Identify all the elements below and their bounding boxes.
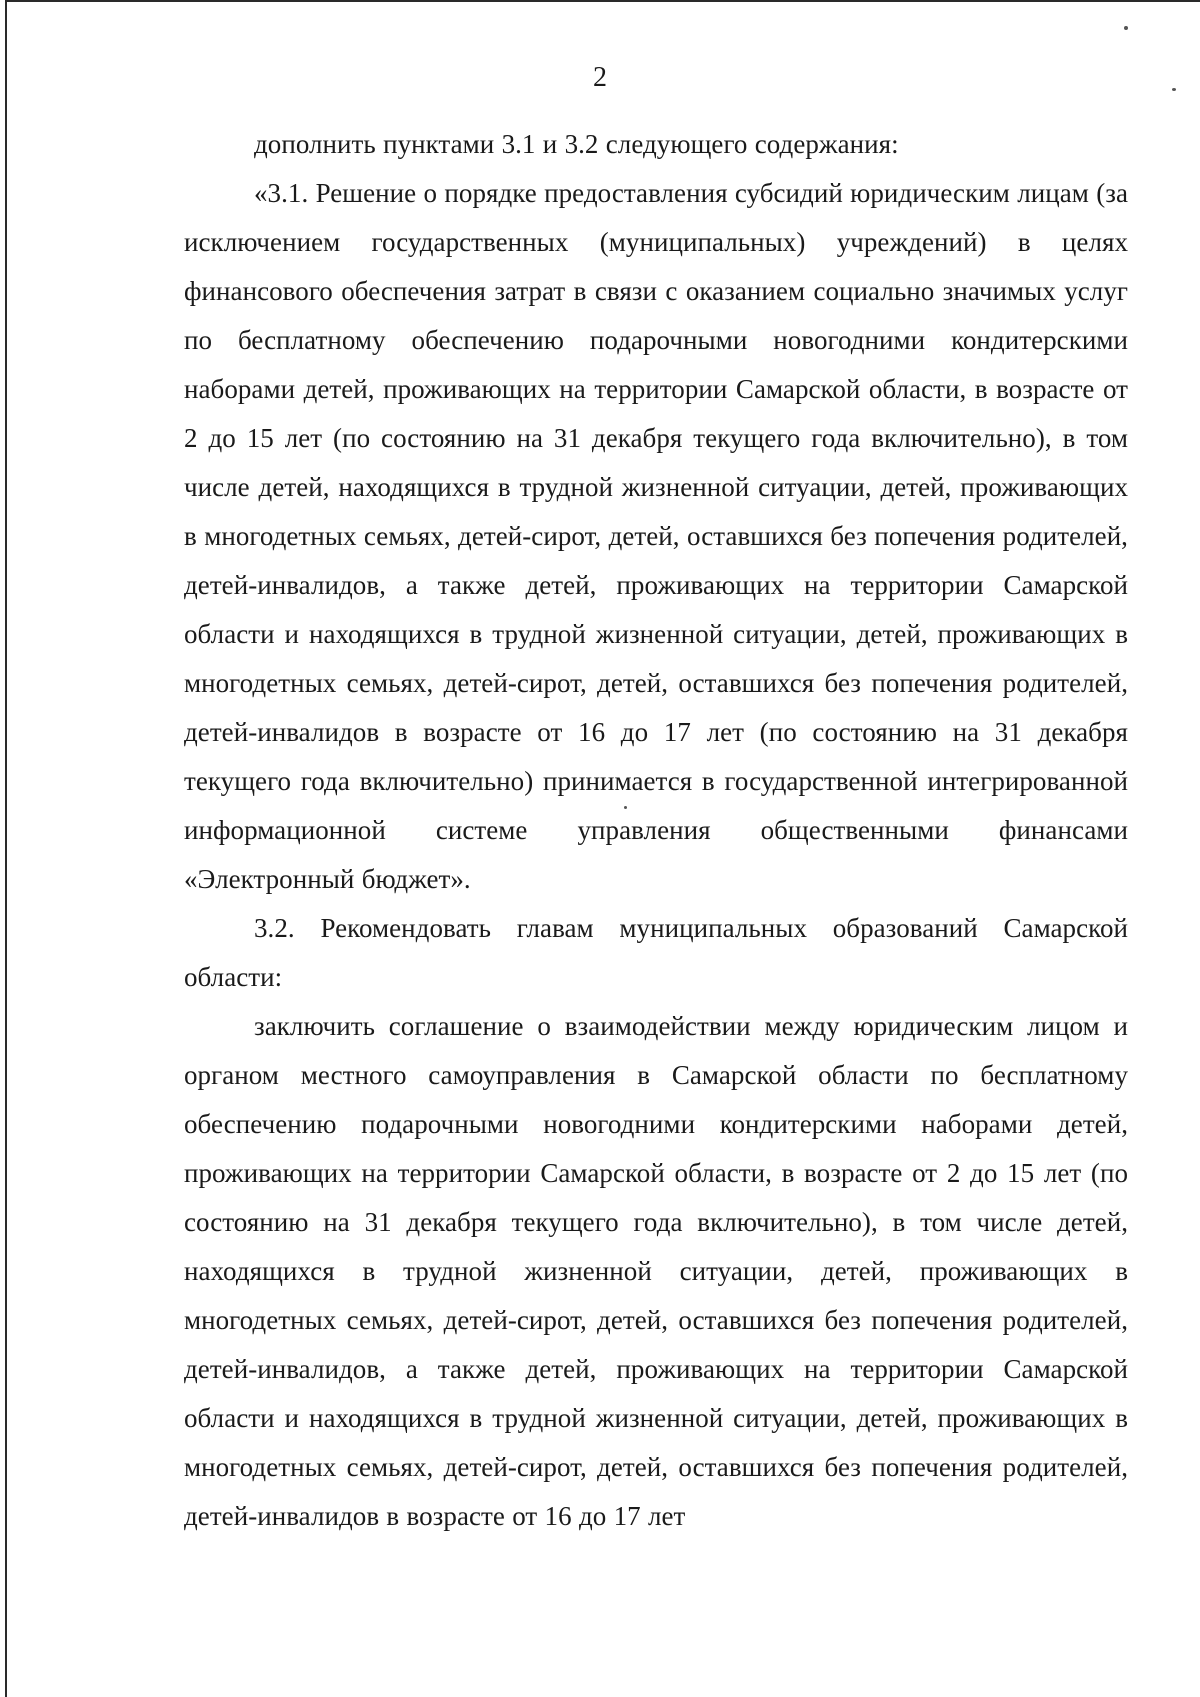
scan-edge-left <box>5 0 7 1697</box>
paragraph-agreement: заключить соглашение о взаимодействии между юридическим лицом и органом местного самоуправления в Самарской области по бесплатному обеспечению подарочными новогодними кондитерскими наборами детей, проживающих на территории Самарской области, в возрасте от 2 до 15 лет (по состоянию на 31 декабря текущего года включительно), в том числе детей, находящихся в трудной жизненной ситуации, детей, проживающих в многодетных семьях, детей-сирот, детей, оставшихся без попечения родителей, детей-инвалидов, а также детей, проживающих на территории Самарской области и находящихся в трудной жизненной ситуации, детей, проживающих в многодетных семьях, детей-сирот, детей, оставшихся без попечения родителей, детей-инвалидов в возрасте от 16 до 17 лет <box>184 1011 1128 1531</box>
paragraph-intro: дополнить пунктами 3.1 и 3.2 следующего содержания: <box>254 129 899 159</box>
page-number: 2 <box>593 62 607 93</box>
paragraph-clause-3-1: «3.1. Решение о порядке предоставления субсидий юридическим лицам (за исключением государственных (муниципальных) учреждений) в целях финансового обеспечения затрат в связи с оказанием социально значимых услуг по бесплатному обеспечению подарочными новогодними кондитерскими наборами детей, проживающих на территории Самарской области, в возрасте от 2 до 15 лет (по состоянию на 31 декабря текущего года включительно), в том числе детей, находящихся в трудной жизненной ситуации, детей, проживающих в многодетных семьях, детей-сирот, детей, оставшихся без попечения родителей, детей-инвалидов, а также детей, проживающих на территории Самарской области и находящихся в трудной жизненной ситуации, детей, проживающих в многодетных семьях, детей-сирот, детей, оставшихся без попечения родителей, детей-инвалидов в возрасте от 16 до 17 лет (по состоянию на 31 декабря текущего года включительно) принимается в государственной интегрированной информационной системе управления общественными финансами «Электронный бюджет». <box>184 178 1128 894</box>
scan-edge-top <box>5 0 1200 2</box>
scan-speck <box>1124 26 1128 30</box>
paragraph-clause-3-2: 3.2. Рекомендовать главам муниципальных образований Самарской области: <box>184 913 1128 992</box>
document-body <box>184 120 1128 1541</box>
